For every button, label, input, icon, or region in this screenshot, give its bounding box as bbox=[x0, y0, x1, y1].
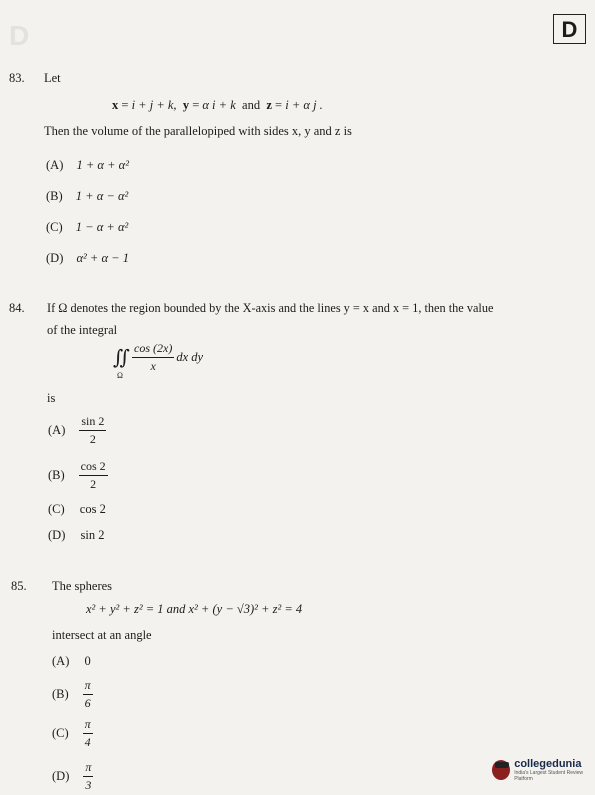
paper-set-code: D bbox=[553, 14, 586, 44]
question-84-option-c[interactable] bbox=[48, 502, 106, 517]
question-84-integral bbox=[113, 341, 204, 380]
question-83-intro: Let bbox=[44, 71, 61, 85]
collegedunia-watermark bbox=[492, 758, 595, 782]
question-83-option-a[interactable] bbox=[46, 158, 129, 173]
option-text: 0 bbox=[84, 654, 91, 668]
integral-region: Ω bbox=[117, 371, 123, 380]
vector-x-expression: i + j + k, bbox=[131, 98, 177, 112]
question-84-number: 84. bbox=[9, 301, 25, 315]
question-85-option-c[interactable] bbox=[52, 717, 93, 750]
integrand-fraction bbox=[132, 341, 174, 374]
question-85-number: 85. bbox=[11, 579, 27, 593]
option-label: (C) bbox=[46, 220, 63, 234]
option-label: (B) bbox=[48, 468, 65, 482]
vector-z-expression: i + α j . bbox=[285, 98, 323, 112]
option-fraction: $\frac{\sin 2}{2}$ bbox=[81, 414, 105, 446]
integral-differentials: dx dy bbox=[176, 350, 204, 364]
question-83-option-c[interactable] bbox=[46, 220, 128, 235]
integrand-numerator: cos (2x) bbox=[132, 341, 174, 358]
vector-y-label: y bbox=[182, 98, 190, 112]
option-label: (A) bbox=[46, 158, 64, 172]
question-84-stem-line-1: If Ω denotes the region bounded by the X-axis and the lines y = x and x = 1, then the value bbox=[47, 301, 494, 315]
option-label: (D) bbox=[46, 251, 64, 265]
option-text: 1 − α + α² bbox=[75, 220, 129, 234]
option-label: (C) bbox=[48, 502, 65, 516]
question-85-stem: The spheres bbox=[52, 579, 113, 593]
collegedunia-logo-icon bbox=[492, 760, 510, 780]
question-85-equations: x² + y² + z² = 1 and x² + (y − √3)² + z² = 4 bbox=[86, 602, 303, 616]
vector-z-label: z bbox=[266, 98, 272, 112]
option-fraction: $\frac{\cos 2}{2}$ bbox=[80, 459, 106, 491]
bleed-through-mark: D bbox=[9, 20, 30, 51]
question-85-option-a[interactable] bbox=[52, 654, 91, 669]
option-label: (C) bbox=[52, 726, 69, 740]
question-83-definition: x = i + j + k, y = α i + k and z = i + α j . bbox=[112, 98, 323, 112]
question-85-after: intersect at an angle bbox=[52, 628, 152, 642]
option-text: 1 + α + α² bbox=[76, 158, 129, 172]
question-85-option-b[interactable] bbox=[52, 678, 93, 711]
integrand-denominator: x bbox=[150, 359, 156, 373]
question-84-option-b[interactable] bbox=[48, 459, 108, 492]
option-label: (B) bbox=[46, 189, 63, 203]
option-text: sin 2 bbox=[80, 528, 105, 542]
vector-y-expression: α i + k bbox=[202, 98, 236, 112]
option-text: cos 2 bbox=[79, 502, 106, 516]
double-integral-symbol: ∬ Ω bbox=[113, 347, 131, 380]
question-84-option-a[interactable] bbox=[48, 414, 106, 447]
option-fraction: $\frac{\pi}{4}$ bbox=[84, 717, 91, 749]
vector-x-label: x bbox=[112, 98, 119, 112]
question-83-stem: Then the volume of the parallelopiped with sides x, y and z is bbox=[44, 124, 352, 138]
question-84-option-d[interactable] bbox=[48, 528, 104, 543]
option-fraction: $\frac{\pi}{3}$ bbox=[85, 760, 92, 792]
question-83-number: 83. bbox=[9, 71, 25, 85]
question-83-option-d[interactable] bbox=[46, 251, 129, 266]
watermark-tagline: India's Largest Student Review Platform bbox=[514, 770, 583, 782]
option-text: α² + α − 1 bbox=[76, 251, 129, 265]
watermark-brand: collegedunia bbox=[514, 758, 582, 770]
option-label: (D) bbox=[52, 769, 70, 783]
option-fraction: $\frac{\pi}{6}$ bbox=[84, 678, 91, 710]
definition-conjunction: and bbox=[242, 98, 261, 112]
option-label: (B) bbox=[52, 687, 69, 701]
option-label: (A) bbox=[48, 423, 66, 437]
question-85-option-d[interactable] bbox=[52, 760, 93, 793]
option-label: (D) bbox=[48, 528, 66, 542]
option-label: (A) bbox=[52, 654, 70, 668]
option-text: 1 + α − α² bbox=[75, 189, 129, 203]
question-84-stem-line-2: of the integral bbox=[47, 323, 118, 337]
question-84-after: is bbox=[47, 391, 56, 405]
question-83-option-b[interactable] bbox=[46, 189, 128, 204]
